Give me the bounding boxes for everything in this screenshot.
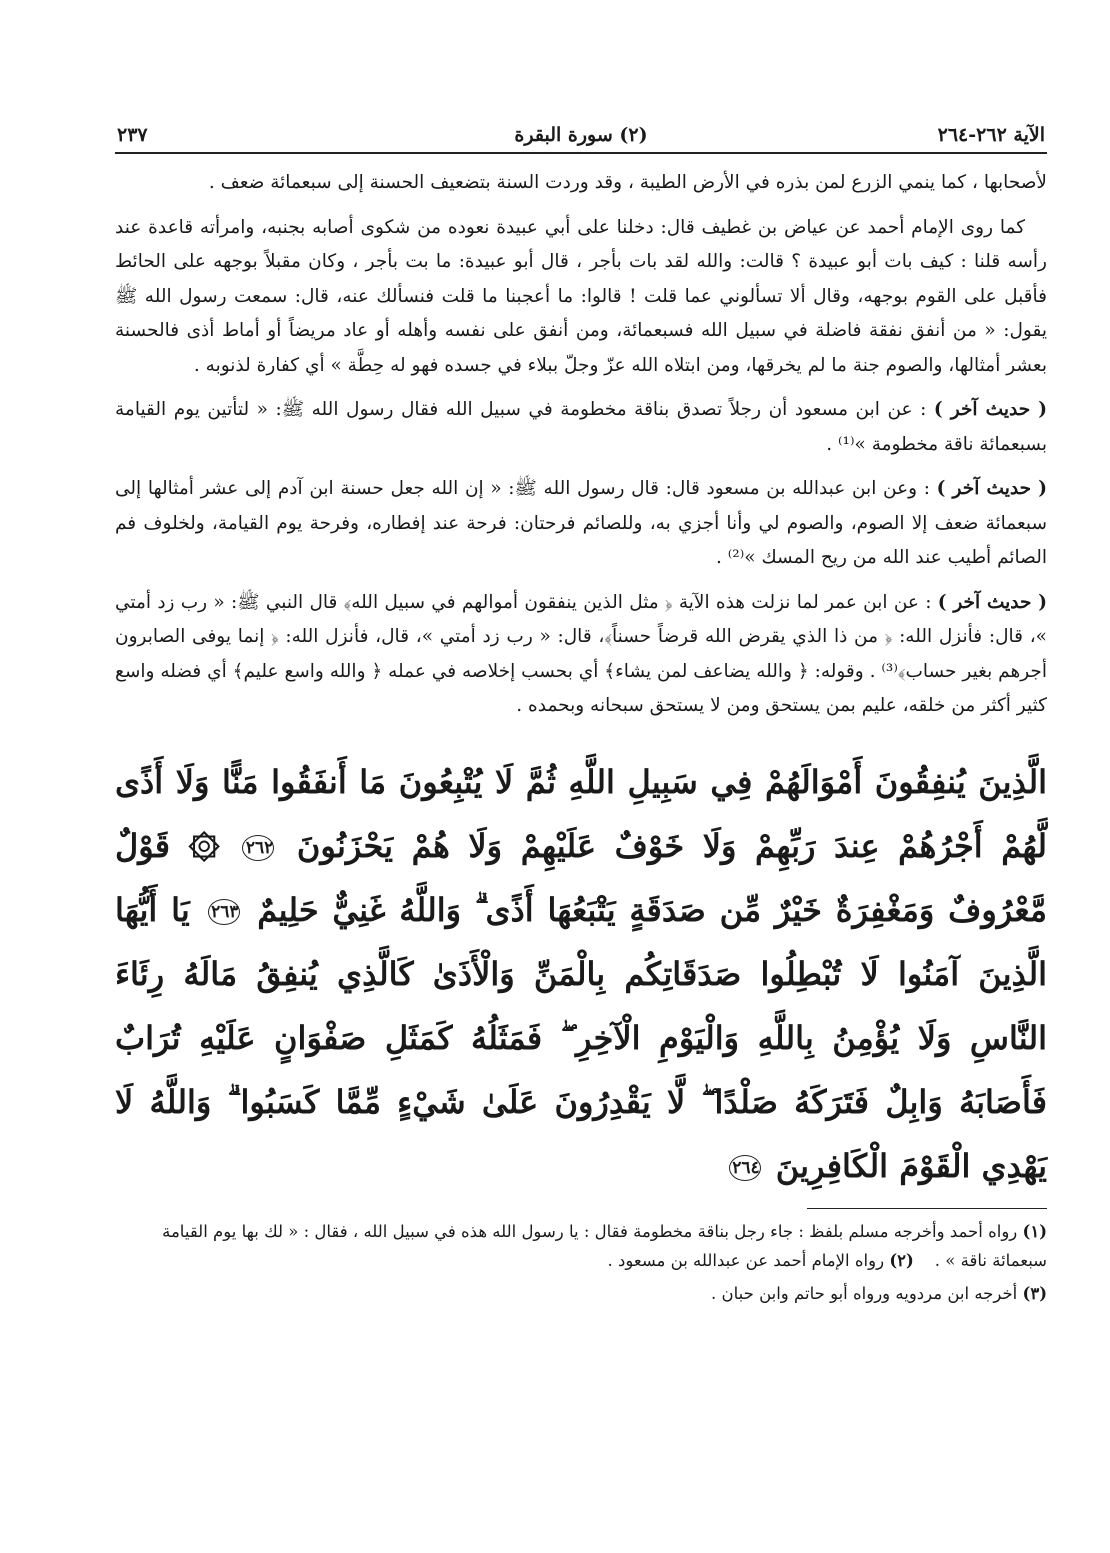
verse-263-text: قَوْلٌ مَّعْرُوفٌ وَمَغْفِرَةٌ خَيْرٌ مِّن صَدَقَةٍ يَتْبَعُهَا أَذًى ۗ وَاللَّهُ غَنِيٌّ حَلِيمٌ [115,826,1048,929]
paragraph-hadith-2 [115,472,1047,576]
footnote-number: (١) [1022,1221,1047,1241]
running-header [115,118,1047,154]
verse-262-text: الَّذِينَ يُنفِقُونَ أَمْوَالَهُمْ فِي سَبِيلِ اللَّهِ ثُمَّ لَا يُتْبِعُونَ مَا أَنفَقُوا مَنًّا وَلَا أَذًى لَّهُمْ أَجْرُهُمْ عِندَ رَبِّهِمْ وَلَا خَوْفٌ عَلَيْهِمْ وَلَا هُمْ يَحْزَنُونَ [115,762,1048,865]
hadith-label: ( حديث آخر ) [936,478,1047,499]
surah-title: (٢) سورة البقرة [514,124,648,146]
quran-verses [115,750,1047,1198]
rub-star-icon: ۞ [188,826,220,865]
page-number: ٢٣٧ [117,124,148,146]
footnote-divider [807,1208,1047,1209]
document-page [115,118,1047,1312]
paragraph-hadith-1 [115,393,1047,462]
footnote-3 [115,1279,1047,1308]
hadith-label: ( حديث آخر ) [933,399,1047,420]
hadith-text: : عن ابن عمر لما نزلت هذه الآية ﴿ مثل الذين ينفقون أموالهم في سبيل الله﴾ قال النبي ﷺ: « رب زد أمتي »، قال: فأنزل الله: ﴿ من ذا الذي يقرض الله قرضاً حسناً﴾، قال: « رب زد أمتي »، قال، فأنزل الله: ﴿ إنما يوفى الصابرون أجرهم بغير حساب﴾⁽³⁾ . وقوله: ﴿ والله يضاعف لمن يشاء﴾ أي بحسب إخلاصه في عمله ﴿ والله واسع عليم﴾ أي فضله واسع كثير أكثر من خلقه، عليم بمن يستحق ومن لا يستحق سبحانه وبحمده . [115,591,1047,716]
verse-264-text: يَا أَيُّهَا الَّذِينَ آمَنُوا لَا تُبْطِلُوا صَدَقَاتِكُم بِالْمَنِّ وَالْأَذَىٰ كَالَّذِي يُنفِقُ مَالَهُ رِئَاءَ النَّاسِ وَلَا يُؤْمِنُ بِاللَّهِ وَالْيَوْمِ الْآخِرِ ۖ فَمَثَلُهُ كَمَثَلِ صَفْوَانٍ عَلَيْهِ تُرَابٌ فَأَصَابَهُ وَابِلٌ فَتَرَكَهُ صَلْدًا ۖ لَّا يَقْدِرُونَ عَلَىٰ شَيْءٍ مِّمَّا كَسَبُوا ۗ وَاللَّهُ لَا يَهْدِي الْقَوْمَ الْكَافِرِينَ [115,890,1048,1185]
ayah-number-264: ٢٦٤ [729,1155,761,1181]
hadith-label: ( حديث آخر ) [937,591,1047,613]
paragraph-hadith-ahmad: كما روى الإمام أحمد عن عياض بن غطيف قال: دخلنا على أبي عبيدة نعوده من شكوى أصابه بجنبه، وامرأته قاعدة عند رأسه قلنا : كيف بات أبو عبيدة ؟ قالت: والله لقد بات بأجر ، قال أبو عبيدة: ما بت بأجر ، وكان مقبلاً بوجهه على الحائط فأقبل على القوم بوجهه، وقال ألا تسألوني عما قلت ! قالوا: ما أعجبنا ما قلت فنسألك عنه، قال: سمعت رسول الله ﷺ يقول: « من أنفق نفقة فاضلة في سبيل الله فسبعمائة، ومن أنفق على نفسه وأهله أو عاد مريضاً أو أماط أذى فالحسنة بعشر أمثالها، والصوم جنة ما لم يخرقها، ومن ابتلاه الله عزّ وجلّ ببلاء في جسده فهو له حِطَّة » أي كفارة لذنوبه . [115,216,1047,376]
ayah-number-263: ٢٦٣ [208,899,240,925]
hadith-text: : عن ابن مسعود أن رجلاً تصدق بناقة مخطومة في سبيل الله فقال رسول الله ﷺ: « لتأتين يوم القيامة بسبعمائة ناقة مخطومة »⁽¹⁾ . [115,399,1047,455]
footnote-number: (٣) [1022,1283,1047,1303]
ayah-number-262: ٢٦٢ [242,835,274,861]
paragraph-continuation: لأصحابها ، كما ينمي الزرع لمن بذره في الأرض الطيبة ، وقد وردت السنة بتضعيف الحسنة إلى سبعمائة ضعف . [208,172,1047,193]
footnote-text: رواه أحمد وأخرجه مسلم بلفظ : جاء رجل بناقة مخطومة فقال : يا رسول الله هذه في سبيل الله ، فقال : « لك بها يوم القيامة سبعمائة ناقة » . [162,1221,1047,1270]
paragraph-hadith-3 [115,586,1047,724]
footnote-text: رواه الإمام أحمد عن عبدالله بن مسعود . [607,1250,885,1270]
verse-range: الآية ٢٦٢-٢٦٤ [937,124,1045,146]
footnote-1 [115,1217,1047,1275]
hadith-text: : وعن ابن عبدالله بن مسعود قال: قال رسول الله ﷺ: « إن الله جعل حسنة ابن آدم إلى عشر أمثالها إلى سبعمائة ضعف إلا الصوم، والصوم لي وأنا أجزي به، وللصائم فرحتان: فرحة عند إفطاره، وفرحة يوم القيامة، ولخلوف فم الصائم أطيب عند الله من ريح المسك »⁽²⁾ . [115,478,1047,568]
footnote-number: (٢) [889,1250,914,1270]
footnotes [115,1217,1047,1308]
footnote-text: أخرجه ابن مردويه ورواه أبو حاتم وابن حبان . [711,1283,1018,1303]
commentary-body [115,166,1047,724]
